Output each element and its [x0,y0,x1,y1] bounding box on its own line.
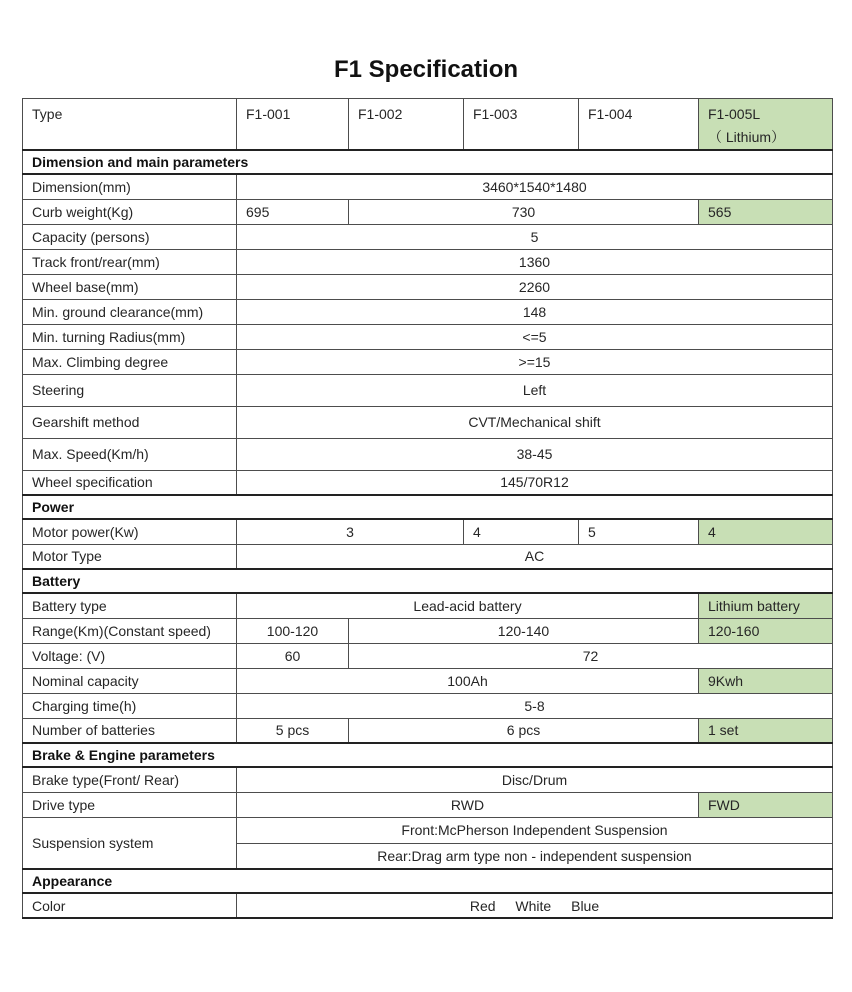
value-cell: 60 [237,643,349,668]
table-row [23,767,833,792]
section-title: Brake & Engine parameters [23,743,833,767]
value-cell: 38-45 [237,438,833,470]
value-cell: 145/70R12 [237,470,833,495]
row-label: Number of batteries [23,718,237,743]
value-cell-highlight: 120-160 [699,618,833,643]
value-cell: Lead-acid battery [237,593,699,618]
value-cell: 2260 [237,274,833,299]
value-cell: 730 [349,199,699,224]
header-model-f1-004: F1-004 [579,99,699,151]
row-label: Max. Speed(Km/h) [23,438,237,470]
row-label: Max. Climbing degree [23,349,237,374]
section-title: Battery [23,569,833,593]
value-cell: 5 [579,519,699,544]
section-title: Power [23,495,833,519]
value-cell-highlight: 9Kwh [699,668,833,693]
row-label: Track front/rear(mm) [23,249,237,274]
table-row [23,593,833,618]
page-title: F1 Specification [333,56,519,83]
value-cell: Red White Blue [237,893,833,918]
value-cell: 3460*1540*1480 [237,174,833,199]
value-cell: AC [237,544,833,569]
row-label: Wheel specification [23,470,237,495]
table-row [23,618,833,643]
value-cell: 72 [349,643,833,668]
row-label: Suspension system [23,817,237,869]
row-label: Color [23,893,237,918]
value-cell: 100Ah [237,668,699,693]
row-label: Wheel base(mm) [23,274,237,299]
table-row [23,174,833,199]
value-cell-highlight: 1 set [699,718,833,743]
table-row [23,349,833,374]
value-cell: 4 [464,519,579,544]
value-cell: Left [237,374,833,406]
table-row [23,470,833,495]
value-cell: 6 pcs [349,718,699,743]
table-row [23,224,833,249]
value-cell: Disc/Drum [237,767,833,792]
value-cell: Front:McPherson Independent Suspension [237,817,833,843]
value-cell-highlight: 565 [699,199,833,224]
value-cell-highlight: 4 [699,519,833,544]
table-row [23,693,833,718]
header-model-f1-001: F1-001 [237,99,349,151]
row-label: Min. ground clearance(mm) [23,299,237,324]
section-title: Appearance [23,869,833,893]
value-cell: 100-120 [237,618,349,643]
table-row [23,406,833,438]
section-title: Dimension and main parameters [23,150,833,174]
table-row [23,544,833,569]
value-cell: >=15 [237,349,833,374]
section-row [23,743,833,767]
header-model-f1-002: F1-002 [349,99,464,151]
row-label: Min. turning Radius(mm) [23,324,237,349]
row-label: Steering [23,374,237,406]
section-row [23,869,833,893]
value-cell: 120-140 [349,618,699,643]
row-label: Curb weight(Kg) [23,199,237,224]
value-cell: 695 [237,199,349,224]
value-cell: 3 [237,519,464,544]
value-cell: 1360 [237,249,833,274]
table-row [23,643,833,668]
table-row [23,274,833,299]
value-cell: 5-8 [237,693,833,718]
header-model-f1-005l [699,99,833,151]
section-row [23,150,833,174]
table-row [23,718,833,743]
row-label: Motor power(Kw) [23,519,237,544]
row-label: Range(Km)(Constant speed) [23,618,237,643]
row-label: Charging time(h) [23,693,237,718]
value-cell-highlight: FWD [699,792,833,817]
table-row [23,817,833,843]
table-row [23,438,833,470]
header-row [23,99,833,151]
table-row [23,792,833,817]
value-cell: 5 pcs [237,718,349,743]
value-cell: 5 [237,224,833,249]
header-type-label: Type [23,99,237,151]
table-row [23,299,833,324]
row-label: Motor Type [23,544,237,569]
special-model-note: （ Lithium） [708,129,786,145]
value-cell: RWD [237,792,699,817]
value-cell: <=5 [237,324,833,349]
special-model-name: F1-005L [708,106,761,122]
value-cell: 148 [237,299,833,324]
row-label: Brake type(Front/ Rear) [23,767,237,792]
header-model-f1-003: F1-003 [464,99,579,151]
table-row [23,324,833,349]
value-cell-highlight: Lithium battery [699,593,833,618]
section-row [23,569,833,593]
row-label: Voltage: (V) [23,643,237,668]
table-row [23,199,833,224]
table-row [23,668,833,693]
table-row [23,519,833,544]
row-label: Dimension(mm) [23,174,237,199]
table-row [23,249,833,274]
section-row [23,495,833,519]
row-label: Battery type [23,593,237,618]
row-label: Gearshift method [23,406,237,438]
row-label: Nominal capacity [23,668,237,693]
spec-table [22,98,833,919]
table-row [23,893,833,918]
table-row [23,374,833,406]
value-cell: Rear:Drag arm type non - independent suspension [237,843,833,869]
row-label: Capacity (persons) [23,224,237,249]
row-label: Drive type [23,792,237,817]
value-cell: CVT/Mechanical shift [237,406,833,438]
